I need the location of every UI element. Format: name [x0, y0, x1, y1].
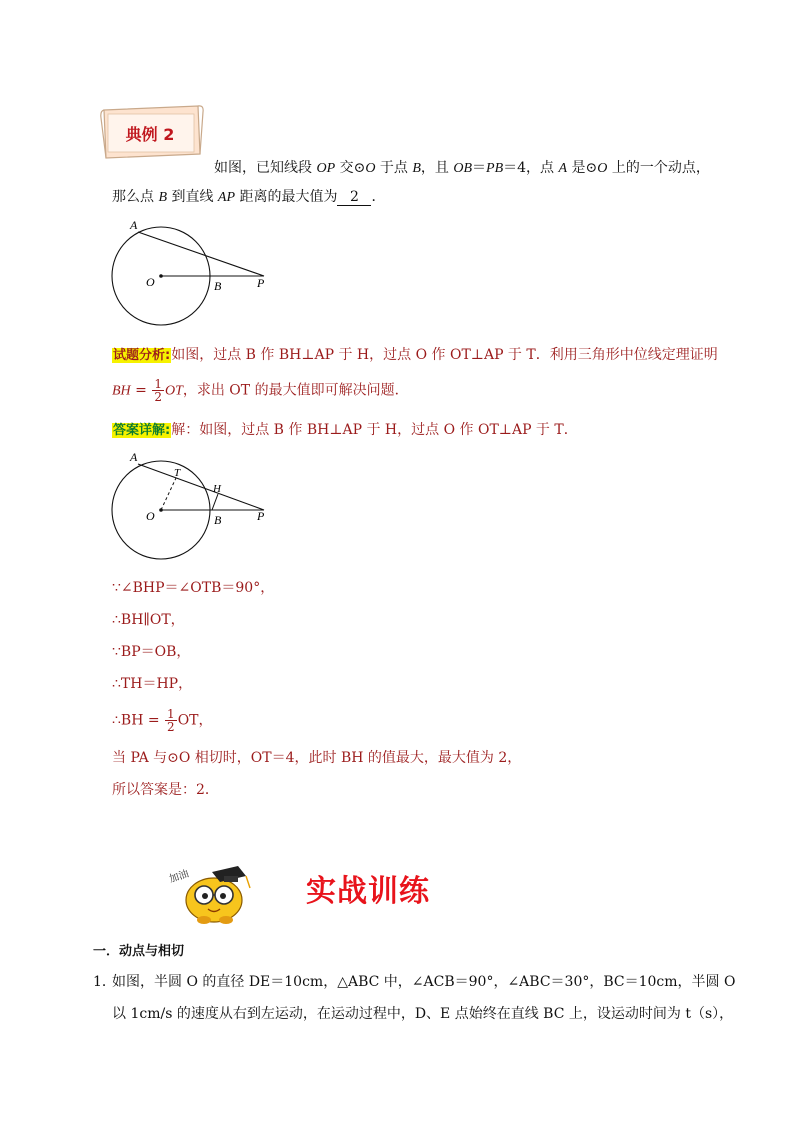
example-badge: [100, 102, 206, 160]
label-p: P: [257, 276, 265, 290]
figure-1: [100, 212, 290, 332]
figure-2: [100, 446, 290, 566]
question-line-1: 如图，半圆 O 的直径 DE＝10cm，△ABC 中，∠ACB＝90°，∠ABC＝30°，BC＝10cm，半圆 O: [112, 974, 736, 990]
question-line-2: 以 1cm/s 的速度从右到左运动，在运动过程中，D、E 点始终在直线 BC 上，设运动时间为 t（s），: [112, 1006, 734, 1022]
solution-line: 答案详解:解：如图，过点 B 作 BH⊥AP 于 H，过点 O 作 OT⊥AP 于 T．: [113, 422, 578, 438]
step-1: ∵∠BHP＝∠OTB＝90°，: [112, 580, 275, 596]
label-b: B: [214, 279, 222, 293]
step-2: ∴BH∥OT，: [112, 612, 185, 628]
segment-ot: [161, 478, 176, 510]
line-ap: [138, 232, 264, 276]
fraction-half: $\frac{1}{2}$: [167, 707, 175, 734]
question-number: 1．: [93, 974, 116, 990]
banner-title: 实战训练: [306, 874, 430, 909]
analysis-tag: 试题分析:: [113, 348, 171, 363]
answer-blank: 2: [337, 189, 371, 206]
center-point: [159, 274, 163, 278]
fraction-half: $\frac{1}{2}$: [154, 377, 162, 404]
step-4: ∴TH＝HP，: [112, 676, 193, 692]
step-5: ∴BH = $\frac{1}{2}$ OT，: [112, 707, 213, 734]
label-o: O: [146, 509, 155, 523]
section-heading: 一．动点与相切: [93, 944, 185, 959]
analysis-line-1: 试题分析:如图，过点 B 作 BH⊥AP 于 H，过点 O 作 OT⊥AP 于 T．利用三角形中位线定理证明: [113, 347, 718, 363]
label-a: A: [130, 450, 138, 464]
problem-line-2: 那么点 B 到直线 AP 距离的最大值为 2 ．: [112, 189, 386, 205]
badge-label: 典例 2: [125, 125, 175, 144]
center-point: [159, 508, 163, 512]
segment-bh: [212, 494, 218, 510]
label-p: P: [257, 509, 265, 523]
mascot-icon: [168, 862, 268, 926]
solution-tag: 答案详解:: [113, 423, 171, 438]
analysis-line-2: BH = $\frac{1}{2}$ OT，求出 OT 的最大值即可解决问题．: [112, 377, 409, 404]
label-h: H: [213, 483, 221, 495]
step-3: ∵BP＝OB，: [112, 644, 191, 660]
step-6: 当 PA 与⊙O 相切时，OT＝4，此时 BH 的值最大，最大值为 2，: [112, 750, 522, 766]
mascot-text: 加油: [168, 868, 191, 886]
label-t: T: [174, 467, 181, 479]
label-o: O: [146, 275, 155, 289]
problem-line-1: 如图，已知线段 OP 交⊙O 于点 B，且 OB＝PB＝4，点 A 是⊙O 上的一个动点，: [214, 160, 710, 176]
line-ap: [138, 464, 264, 510]
label-b: B: [214, 513, 222, 527]
step-7: 所以答案是：2．: [112, 782, 219, 798]
label-a: A: [130, 218, 138, 232]
